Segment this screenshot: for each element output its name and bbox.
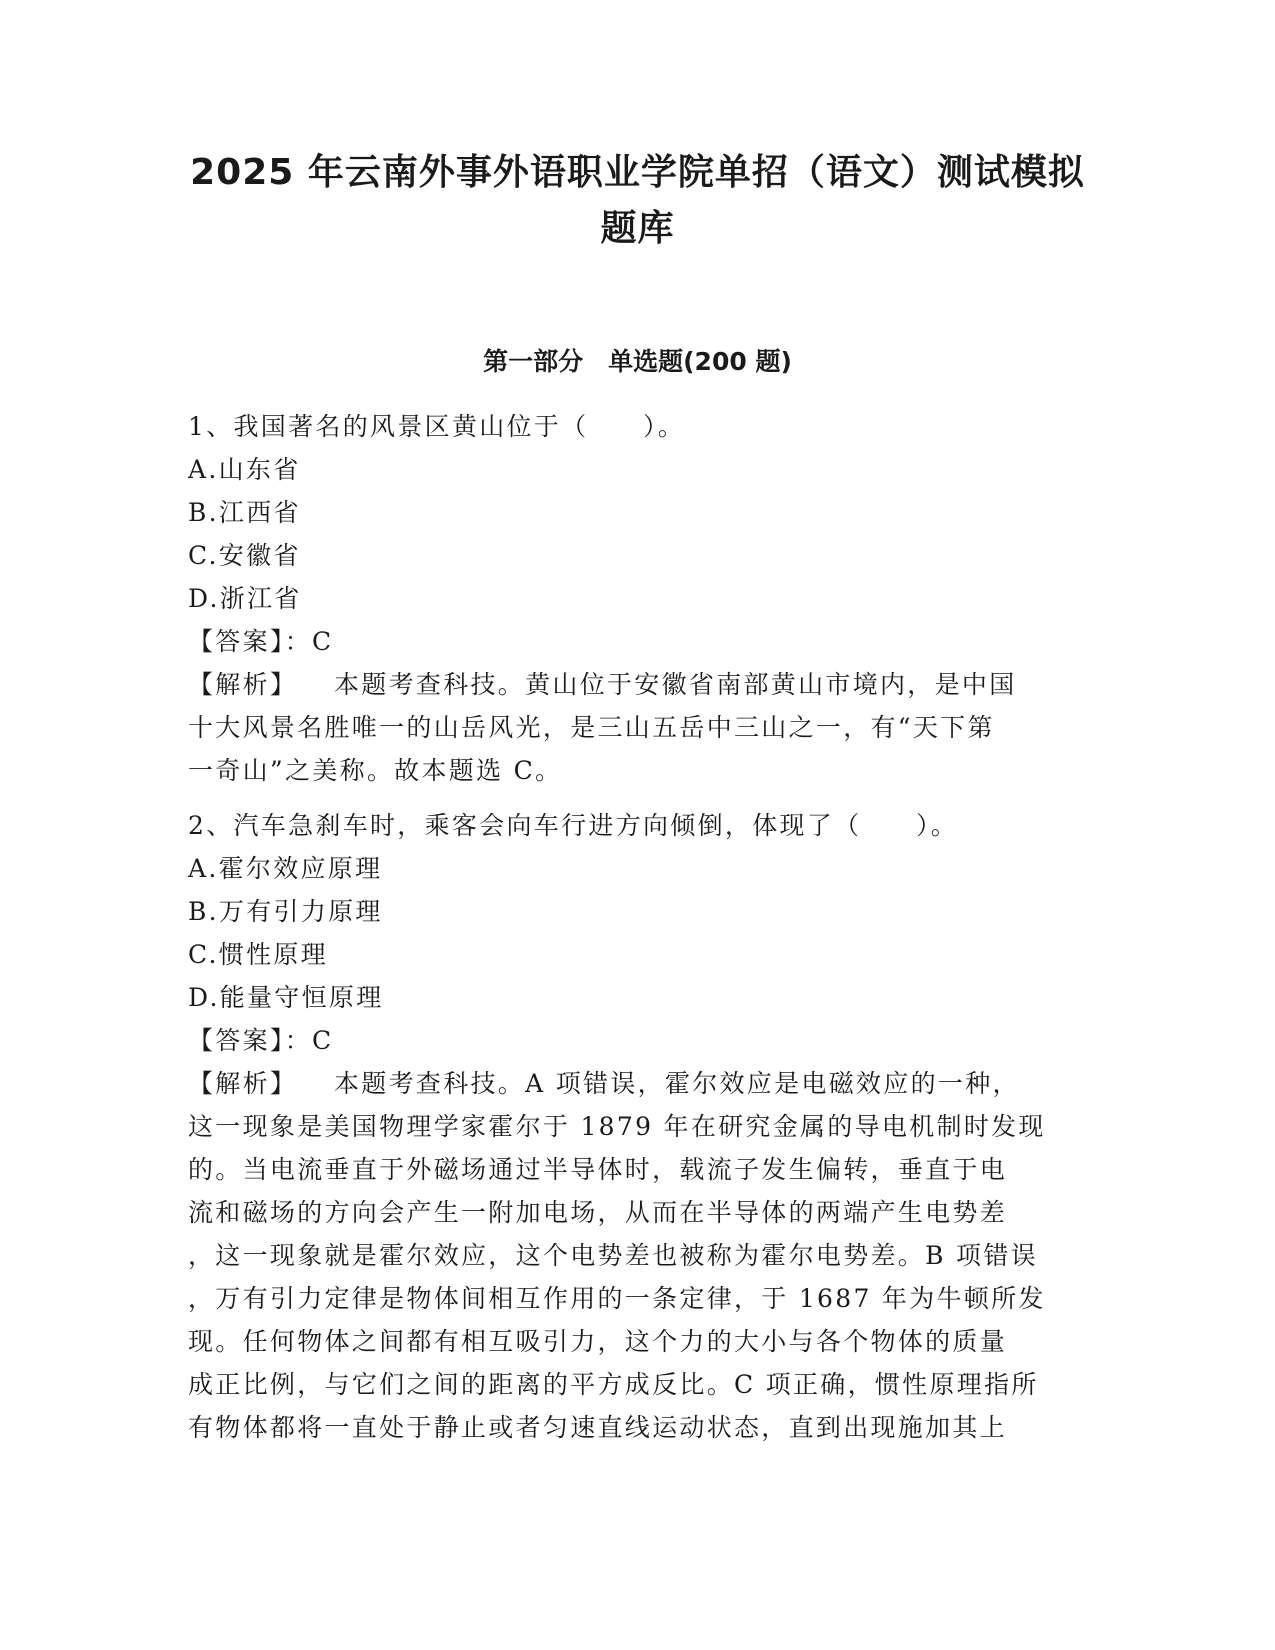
explanation-line: 十大风景名胜唯一的山岳风光，是三山五岳中三山之一，有“天下第 — [188, 713, 995, 742]
explanation-line: 的。当电流垂直于外磁场通过半导体时，载流子发生偏转，垂直于电 — [188, 1155, 1008, 1184]
explanation-text: 本题考查科技。黄山位于安徽省南部黄山市境内，是中国 — [334, 670, 1017, 699]
option-c: C.安徽省 — [188, 541, 301, 570]
explanation-line: ，万有引力定律是物体间相互作用的一条定律，于 1687 年为牛顿所发 — [188, 1284, 1046, 1313]
option-b: B.万有引力原理 — [188, 897, 383, 926]
section-heading: 第一部分 单选题(200 题) — [483, 347, 792, 376]
option-a: A.霍尔效应原理 — [188, 854, 383, 883]
question-block — [188, 405, 1088, 792]
explanation-line: 这一现象是美国物理学家霍尔于 1879 年在研究金属的导电机制时发现 — [188, 1112, 1046, 1141]
explanation-text: 本题考查科技。A 项错误，霍尔效应是电磁效应的一种， — [334, 1069, 1020, 1098]
answer-line: 【答案】：C — [188, 1026, 334, 1055]
explanation-line: 一奇山”之美称。故本题选 C。 — [188, 756, 563, 785]
title-line-1: 2025 年云南外事外语职业学院单招（语文）测试模拟 — [190, 152, 1085, 193]
document-title — [150, 145, 1125, 257]
option-b: B.江西省 — [188, 498, 301, 527]
explanation-line: ，这一现象就是霍尔效应，这个电势差也被称为霍尔电势差。B 项错误 — [188, 1241, 1038, 1270]
option-d: D.浙江省 — [188, 584, 302, 613]
explanation-line — [188, 663, 1088, 706]
option-a: A.山东省 — [188, 455, 301, 484]
option-c: C.惯性原理 — [188, 940, 328, 969]
explanation-line — [188, 1062, 1088, 1105]
question-list — [188, 405, 1088, 1449]
explanation-line: 流和磁场的方向会产生一附加电场，从而在半导体的两端产生电势差 — [188, 1198, 1008, 1227]
answer-line: 【答案】：C — [188, 627, 334, 656]
question-block — [188, 804, 1088, 1449]
explanation-label: 【解析】 — [188, 1069, 298, 1098]
question-stem: 1、我国著名的风景区黄山位于（ ）。 — [188, 412, 686, 441]
explanation-line: 有物体都将一直处于静止或者匀速直线运动状态，直到出现施加其上 — [188, 1413, 1008, 1442]
title-line-2: 题库 — [600, 208, 675, 249]
explanation-line: 成正比例，与它们之间的距离的平方成反比。C 项正确，惯性原理指所 — [188, 1370, 1039, 1399]
question-stem: 2、汽车急刹车时，乘客会向车行进方向倾倒，体现了（ ）。 — [188, 811, 959, 840]
explanation-line: 现。任何物体之间都有相互吸引力，这个力的大小与各个物体的质量 — [188, 1327, 1008, 1356]
option-d: D.能量守恒原理 — [188, 983, 384, 1012]
explanation-label: 【解析】 — [188, 670, 298, 699]
